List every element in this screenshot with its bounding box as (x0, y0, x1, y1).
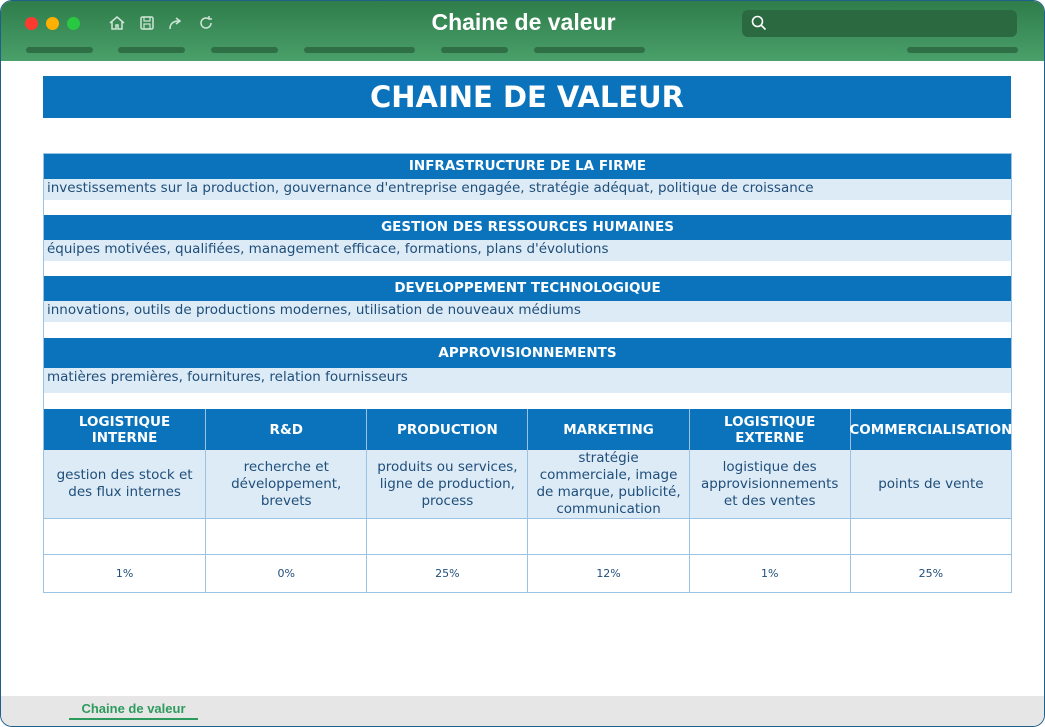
spacer-row[interactable] (44, 322, 1011, 338)
primary-activity-title[interactable]: MARKETING (528, 409, 688, 450)
empty-cell[interactable] (528, 518, 688, 554)
spacer-row[interactable] (44, 261, 1011, 276)
primary-activity-column (527, 409, 688, 592)
menu-item[interactable] (304, 47, 415, 53)
home-icon[interactable] (108, 14, 126, 32)
menu-item[interactable] (26, 47, 93, 53)
zoom-window-button[interactable] (67, 17, 80, 30)
spacer-row[interactable] (44, 200, 1011, 215)
primary-activity-title[interactable]: LOGISTIQUE EXTERNE (690, 409, 850, 450)
primary-activity-column (689, 409, 850, 592)
support-activity-title[interactable]: GESTION DES RESSOURCES HUMAINES (44, 215, 1011, 240)
primary-activity-percent[interactable]: 1% (44, 554, 205, 592)
support-activity-title[interactable]: APPROVISIONNEMENTS (44, 338, 1011, 368)
primary-activity-title[interactable]: R&D (206, 409, 366, 450)
search-input[interactable] (742, 10, 1017, 37)
primary-activity-column (205, 409, 366, 592)
primary-activity-desc[interactable]: logistique des approvisionnements et des ventes (690, 450, 850, 518)
empty-cell[interactable] (367, 518, 527, 554)
menu-item[interactable] (118, 47, 185, 53)
refresh-icon[interactable] (197, 14, 215, 32)
minimize-window-button[interactable] (46, 17, 59, 30)
primary-activities (44, 409, 1011, 592)
empty-cell[interactable] (851, 518, 1011, 554)
support-activity-text[interactable]: équipes motivées, qualifiées, management efficace, formations, plans d'évolutions (44, 240, 1011, 261)
window-title: Chaine de valeur (431, 9, 616, 35)
support-activity-title[interactable]: INFRASTRUCTURE DE LA FIRME (44, 154, 1011, 179)
primary-activity-desc[interactable]: points de vente (851, 450, 1011, 518)
spacer-row[interactable] (44, 393, 1011, 409)
primary-activity-title[interactable]: PRODUCTION (367, 409, 527, 450)
primary-activity-title[interactable]: LOGISTIQUE INTERNE (44, 409, 205, 450)
menu-item[interactable] (907, 47, 1018, 53)
share-icon[interactable] (167, 14, 185, 32)
support-activity-text[interactable]: matières premières, fournitures, relation fournisseurs (44, 368, 1011, 393)
empty-cell[interactable] (690, 518, 850, 554)
primary-activity-desc[interactable]: recherche et développement, brevets (206, 450, 366, 518)
sheet-banner[interactable]: CHAINE DE VALEUR (43, 76, 1011, 118)
primary-activity-column (366, 409, 527, 592)
primary-activity-percent[interactable]: 1% (690, 554, 850, 592)
primary-activity-desc[interactable]: stratégie commerciale, image de marque, publicité, communication (528, 450, 688, 518)
menu-item[interactable] (211, 47, 278, 53)
primary-activity-percent[interactable]: 0% (206, 554, 366, 592)
support-activity-text[interactable]: innovations, outils de productions modernes, utilisation de nouveaux médiums (44, 301, 1011, 322)
close-window-button[interactable] (25, 17, 38, 30)
primary-activity-percent[interactable]: 25% (367, 554, 527, 592)
empty-cell[interactable] (44, 518, 205, 554)
value-chain-grid (43, 153, 1012, 593)
primary-activity-column (44, 409, 205, 592)
primary-activity-desc[interactable]: produits ou services, ligne de production, process (367, 450, 527, 518)
primary-activity-percent[interactable]: 25% (851, 554, 1011, 592)
sheet-tab-bar (1, 696, 1044, 726)
primary-activity-title[interactable]: COMMERCIALISATION (851, 409, 1011, 450)
empty-cell[interactable] (206, 518, 366, 554)
menu-item[interactable] (441, 47, 508, 53)
save-icon[interactable] (138, 14, 156, 32)
menu-item[interactable] (534, 47, 645, 53)
support-activity-text[interactable]: investissements sur la production, gouvernance d'entreprise engagée, stratégie adéquat, politique de croissance (44, 179, 1011, 200)
primary-activity-column (850, 409, 1011, 592)
title-bar (1, 1, 1044, 61)
support-activity-title[interactable]: DEVELOPPEMENT TECHNOLOGIQUE (44, 276, 1011, 301)
search-icon (750, 14, 768, 32)
sheet-tab-chaine-de-valeur[interactable]: Chaine de valeur (69, 699, 198, 720)
primary-activity-percent[interactable]: 12% (528, 554, 688, 592)
primary-activity-desc[interactable]: gestion des stock et des flux internes (44, 450, 205, 518)
